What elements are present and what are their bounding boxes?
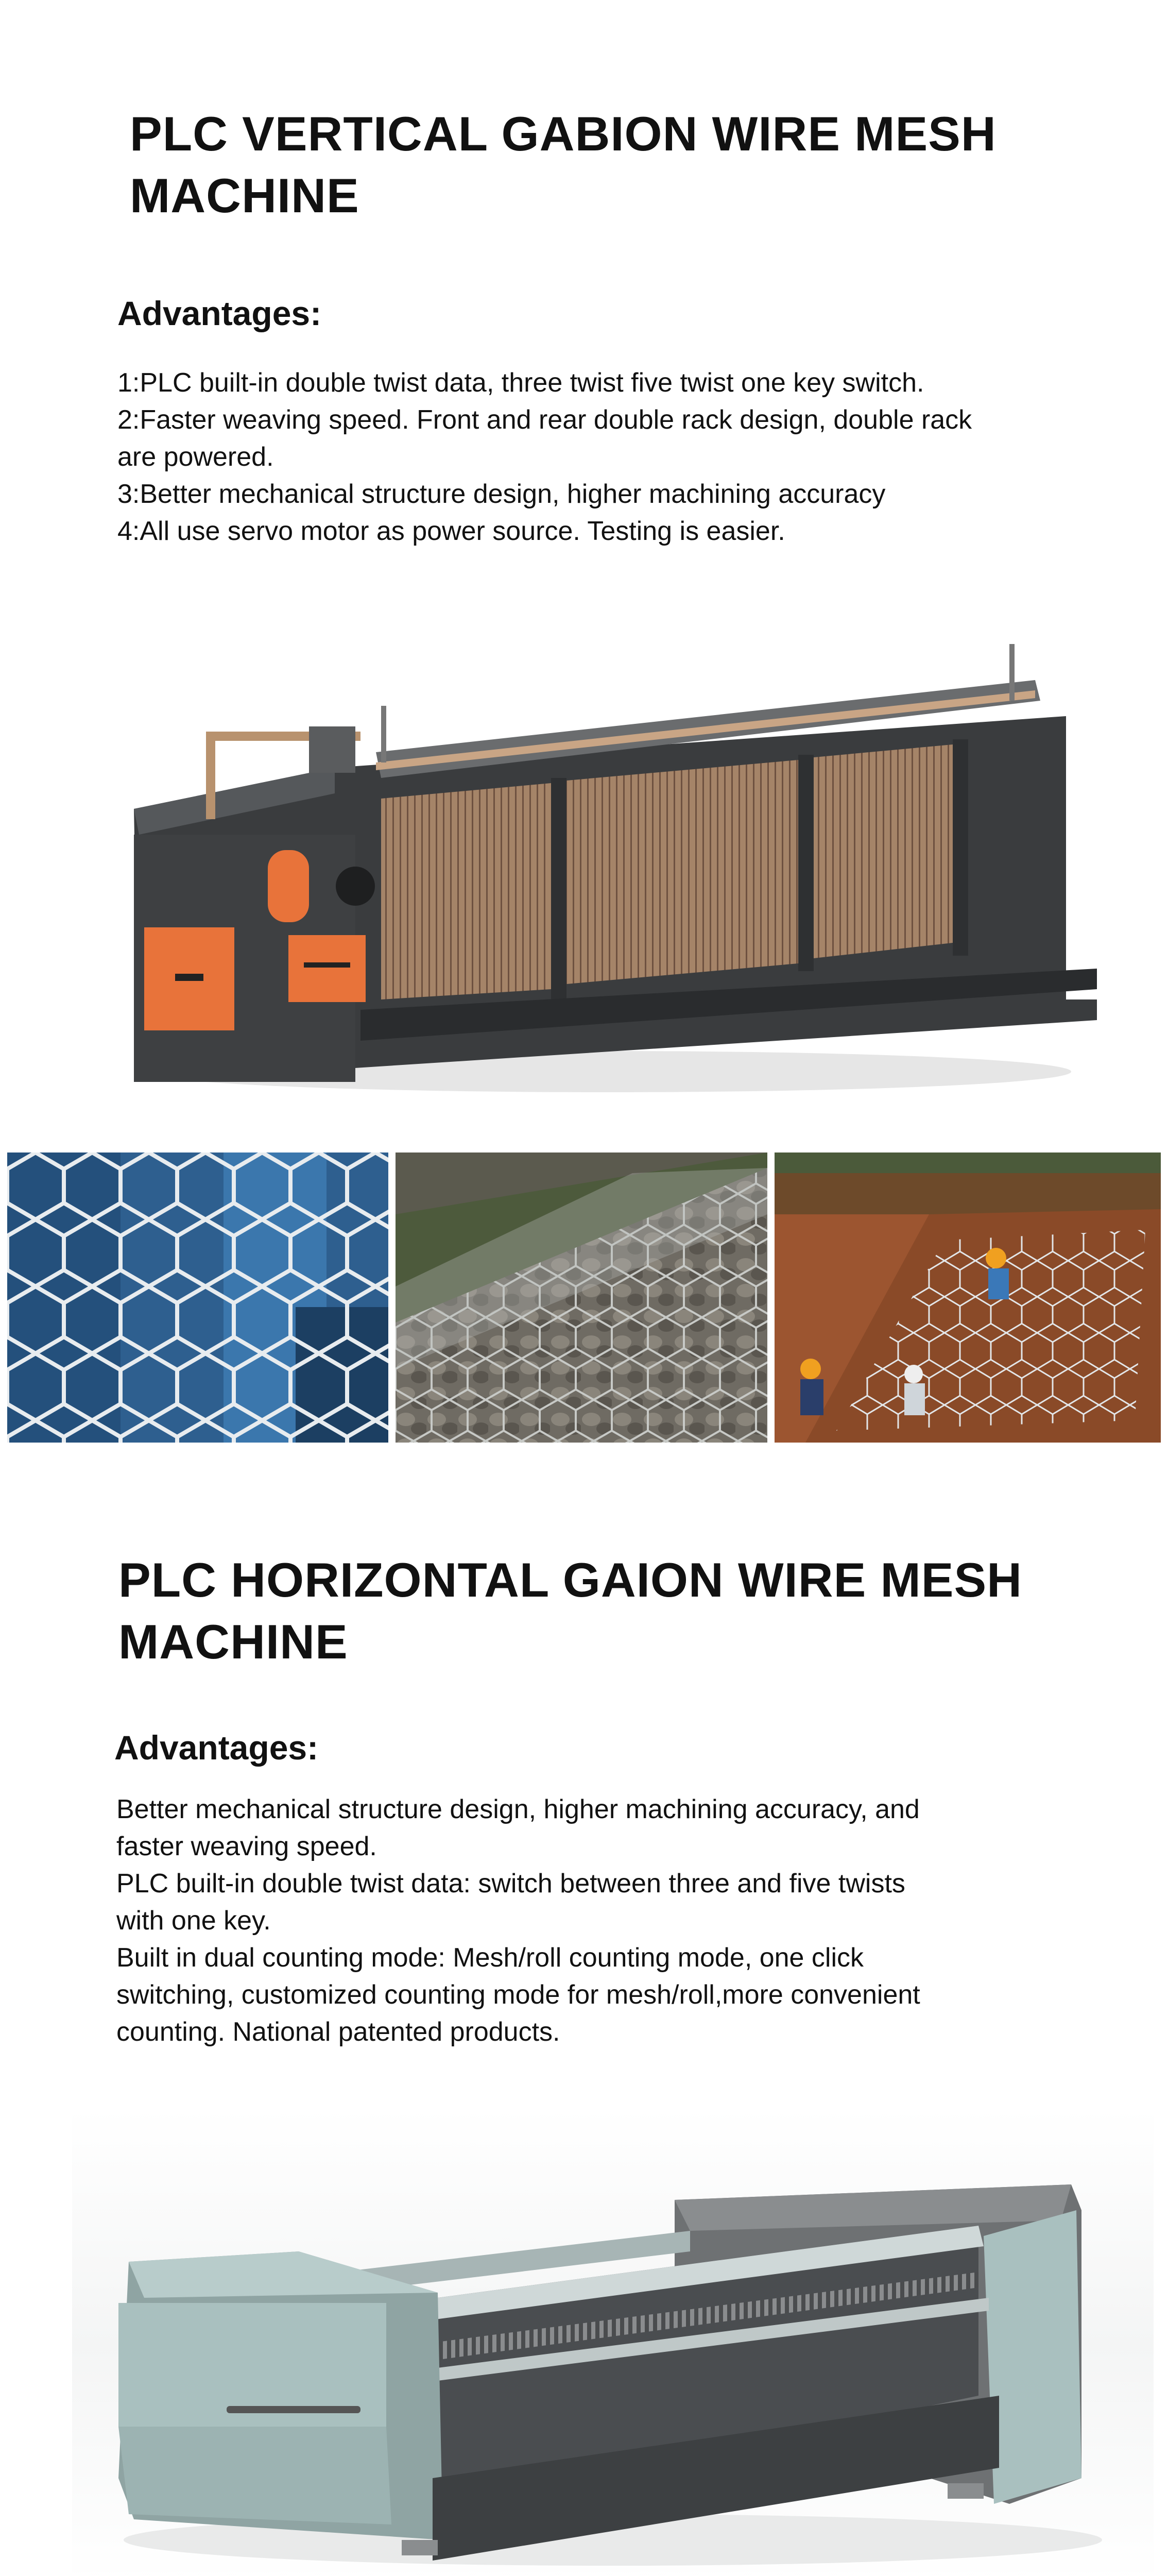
- section1-advantages-list: [117, 364, 1147, 550]
- section1-title-line2: MACHINE: [130, 168, 359, 223]
- workers-installing-gabion-image: [775, 1153, 1161, 1443]
- section2-line-6: switching, customized counting mode for mesh/roll,more convenient: [116, 1980, 920, 2010]
- section2-line-7: counting. National patented products.: [116, 2017, 560, 2047]
- section2-line-5: Built in dual counting mode: Mesh/roll counting mode, one click: [116, 1943, 864, 1973]
- gabion-stone-wall-image: [396, 1153, 767, 1443]
- section2-line-4: with one key.: [116, 1906, 271, 1936]
- section1-title: [130, 103, 1108, 227]
- section1-line-4: 3:Better mechanical structure design, higher machining accuracy: [117, 479, 886, 509]
- section2-title-line2: MACHINE: [118, 1615, 348, 1669]
- section2-advantages-heading: Advantages:: [114, 1728, 319, 1767]
- section1-line-5: 4:All use servo motor as power source. Testing is easier.: [117, 516, 785, 546]
- section1-advantages-heading: Advantages:: [117, 294, 322, 332]
- section1-line-1: 1:PLC built-in double twist data, three twist five twist one key switch.: [117, 368, 924, 398]
- section2-line-3: PLC built-in double twist data: switch between three and five twists: [116, 1869, 905, 1899]
- section1-title-line1: PLC VERTICAL GABION WIRE MESH: [130, 107, 997, 161]
- section2-line-1: Better mechanical structure design, higher machining accuracy, and: [116, 1794, 920, 1824]
- section2-title-line1: PLC HORIZONTAL GAION WIRE MESH: [118, 1553, 1023, 1607]
- blue-gabion-mesh-closeup-image: [7, 1153, 388, 1443]
- section2-title: [118, 1549, 1123, 1673]
- vertical-gabion-machine-image: [118, 629, 1097, 1103]
- section2-advantages-list: [116, 1791, 1146, 2050]
- section1-line-3: are powered.: [117, 442, 274, 472]
- horizontal-gabion-machine-image: [72, 2107, 1154, 2576]
- section2-line-2: faster weaving speed.: [116, 1832, 377, 1861]
- section1-line-2: 2:Faster weaving speed. Front and rear double rack design, double rack: [117, 405, 972, 435]
